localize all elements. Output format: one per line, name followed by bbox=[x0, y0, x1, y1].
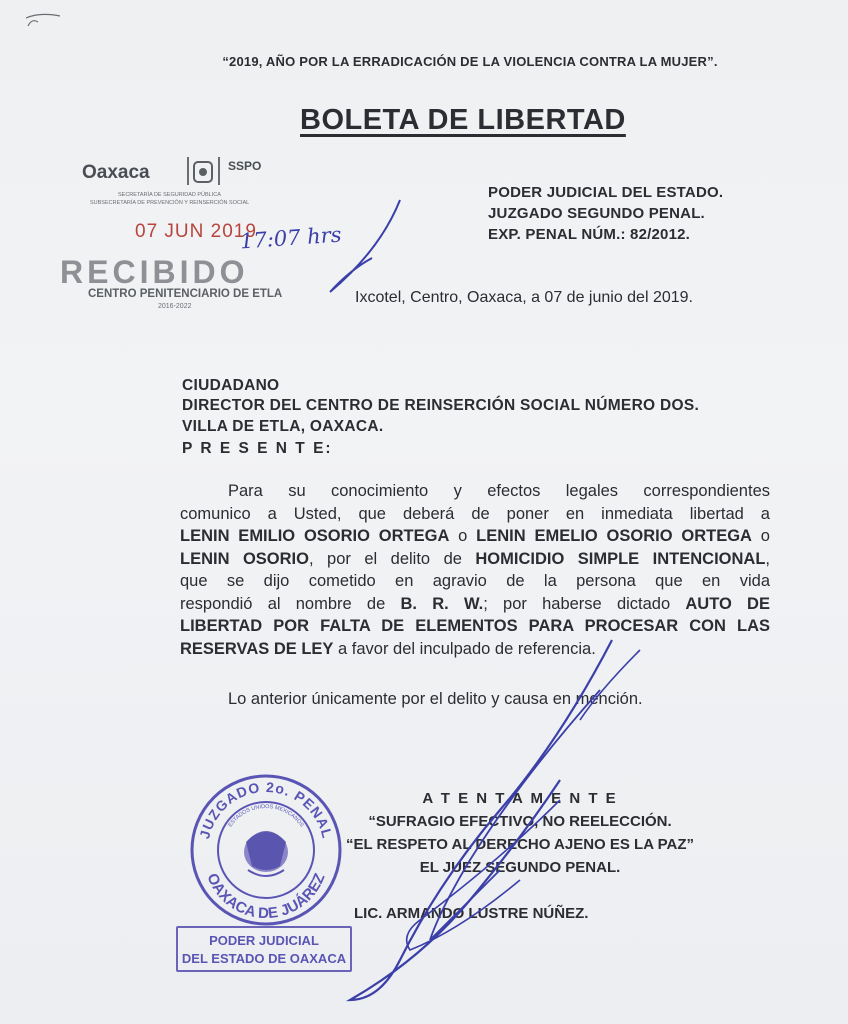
box-stamp-line-2: DEL ESTADO DE OAXACA bbox=[181, 951, 347, 966]
signer-name: LIC. ARMANDO LUSTRE NÚÑEZ. bbox=[354, 905, 589, 922]
seal-bottom-text: OAXACA DE JUÁREZ bbox=[203, 870, 329, 923]
offense: HOMICIDIO SIMPLE INTENCIONAL bbox=[475, 549, 766, 568]
svg-text:OAXACA DE JUÁREZ bbox=[203, 871, 328, 922]
seal-inner-text: ESTADOS UNIDOS MEXICANOS bbox=[227, 803, 305, 829]
body-line-5: que se dijo cometido en agravio de la persona que en vida bbox=[180, 572, 770, 590]
body-line-4: LENIN OSORIO, por el delito de HOMICIDIO SIMPLE INTENCIONAL, bbox=[180, 549, 770, 568]
accused-name-1: LENIN EMILIO OSORIO ORTEGA bbox=[180, 527, 450, 545]
year-motto: “2019, AÑO POR LA ERRADICACIÓN DE LA VIOLENCIA CONTRA LA MUJER”. bbox=[222, 54, 718, 69]
addressee-line-3: VILLA DE ETLA, OAXACA. bbox=[182, 418, 384, 435]
penitentiary-name: CENTRO PENITENCIARIO DE ETLA bbox=[88, 288, 283, 300]
body-line-2: comunico a Usted, que deberá de poner en inmediata libertad a bbox=[180, 504, 770, 523]
recibido-word: RECIBIDO bbox=[60, 254, 249, 290]
seal-top-text: JUZGADO 2o. PENAL bbox=[196, 778, 336, 841]
body-line-3: LENIN EMILIO OSORIO ORTEGA o LENIN EMELIO OSORIO ORTEGA o bbox=[180, 527, 770, 545]
box-stamp-line-1: PODER JUDICIAL bbox=[209, 933, 319, 948]
case-number: EXP. PENAL NÚM.: 82/2012. bbox=[488, 226, 691, 243]
accused-name-3: LENIN OSORIO bbox=[180, 549, 309, 568]
presente-line: P R E S E N T E: bbox=[182, 440, 333, 457]
body-paragraph bbox=[180, 480, 770, 660]
addressee-line-2: DIRECTOR DEL CENTRO DE REINSERCIÓN SOCIAL NÚMERO DOS. bbox=[182, 397, 700, 414]
state-coat-of-arms-icon bbox=[186, 156, 222, 188]
addressee-line-1: CIUDADANO bbox=[182, 377, 280, 394]
atentamente: A T E N T A M E N T E bbox=[422, 790, 618, 807]
svg-text:ESTADOS UNIDOS MEXICANOS bbox=[227, 804, 304, 829]
place-and-date: Ixcotel, Centro, Oaxaca, a 07 de junio del 2019. bbox=[355, 289, 693, 306]
handwritten-time: 17:07 hrs bbox=[239, 222, 343, 254]
closing-motto-2: “EL RESPETO AL DERECHO AJENO ES LA PAZ” bbox=[345, 836, 695, 853]
body-line-1: Para su conocimiento y efectos legales correspondientes bbox=[228, 482, 770, 500]
court-line-2: JUZGADO SEGUNDO PENAL. bbox=[488, 205, 705, 222]
judge-title: EL JUEZ SEGUNDO PENAL. bbox=[419, 859, 621, 876]
victim-initials: B. R. W. bbox=[400, 594, 484, 613]
closing-motto-1: “SUFRAGIO EFECTIVO, NO REELECCIÓN. bbox=[368, 813, 672, 830]
judicial-power-box-stamp bbox=[176, 926, 352, 972]
body-line-7: LIBERTAD POR FALTA DE ELEMENTOS PARA PROCESAR CON LAS bbox=[180, 617, 770, 635]
court-seal bbox=[186, 770, 346, 930]
secretaria-text: SECRETARÍA DE SEGURIDAD PÚBLICA bbox=[118, 192, 221, 198]
body-paragraph-2: Lo anterior únicamente por el delito y causa en mención. bbox=[228, 690, 643, 708]
oaxaca-logo: Oaxaca bbox=[82, 162, 150, 183]
accused-name-2: LENIN EMELIO OSORIO ORTEGA bbox=[476, 527, 752, 545]
document-title: BOLETA DE LIBERTAD bbox=[300, 104, 626, 136]
subsecretaria-text: SUBSECRETARÍA DE PREVENCIÓN Y REINSERCIÓN SOCIAL bbox=[90, 200, 250, 206]
body-line-6: respondió al nombre de B. R. W.; por haberse dictado AUTO DE bbox=[180, 594, 770, 613]
sspo-acronym: SSPO bbox=[228, 159, 262, 173]
received-date: 07 JUN 2019 bbox=[135, 221, 257, 242]
court-line-1: PODER JUDICIAL DEL ESTADO. bbox=[488, 184, 724, 201]
eagle-emblem-icon bbox=[244, 831, 288, 876]
body-line-8: RESERVAS DE LEY a favor del inculpado de referencia. bbox=[180, 639, 596, 658]
stamp-years: 2016-2022 bbox=[158, 303, 192, 310]
